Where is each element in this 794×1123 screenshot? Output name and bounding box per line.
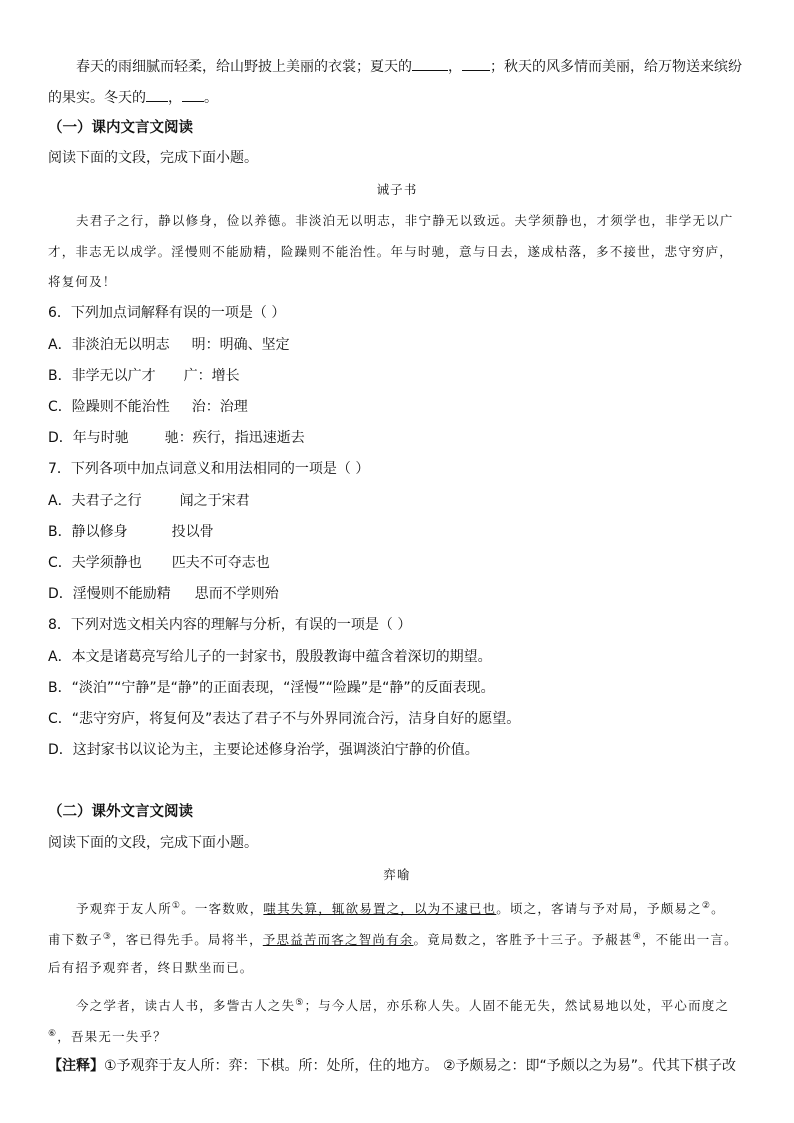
passage-line: 才，非志无以成学。淫慢则不能励精，险躁则不能治性。年与时驰，意与日去，遂成枯落，多不接世，悲守穷庐，: [48, 244, 734, 259]
option-d[interactable]: D．这封家书以议论为主，主要论述修身治学，强调淡泊宁静的价值。: [48, 742, 479, 758]
option-label: C．夫学须静也: [48, 555, 142, 571]
passage-line: 后有招予观弈者，终日默坐而已。: [48, 960, 254, 975]
answer-blank[interactable]: [146, 87, 168, 102]
option-label: D．淫慢则不能励精: [48, 586, 171, 602]
option-explain: 明：明确、坚定: [191, 337, 290, 353]
option-c[interactable]: C．“悲守穷庐，将复何及”表达了君子不与外界同流合污，洁身自好的愿望。: [48, 711, 521, 727]
option-b[interactable]: [48, 366, 754, 386]
note-marker: ⑤: [295, 998, 305, 1008]
option-d[interactable]: [48, 428, 754, 448]
question-stem: 8．下列对选文相关内容的理解与分析，有误的一项是（ ）: [48, 617, 412, 633]
note-marker: ①: [171, 901, 182, 911]
annotation-text: ①予观弈于友人所：弈：下棋。所：处所，住的地方。 ②予颇易之：即“予颇以之为易”。代其下棋子改: [104, 1058, 737, 1074]
passage-text: 。竟局数之，客胜予十三子。予赧甚: [413, 932, 633, 948]
annotation-line: [48, 1056, 754, 1076]
intro-text: 的果实。冬天的: [48, 90, 146, 106]
option-explain: 闻之于宋君: [179, 493, 250, 509]
option-label: A．夫君子之行: [48, 493, 142, 509]
note-marker: ③: [102, 932, 113, 942]
passage-text: 予观弈于友人所: [76, 901, 172, 917]
section-instruction: 阅读下面的文段，完成下面小题。: [48, 150, 258, 166]
note-marker: ④: [632, 932, 642, 942]
passage-text: ，客已得先手。局将半，: [112, 932, 263, 948]
note-marker: ⑥: [48, 1029, 58, 1039]
passage-line: 夫君子之行，静以修身，俭以养德。非淡泊无以明志，非宁静无以致远。夫学须静也，才须学也，非学无以广: [76, 213, 734, 228]
passage-text: ，吾果无一失乎？: [57, 1029, 167, 1045]
option-label: B．非学无以广才: [48, 368, 156, 384]
passage-text: 。: [711, 901, 725, 917]
passage-text: 今之学者，读古人书，多訾古人之失: [76, 998, 296, 1014]
question-stem: 7．下列各项中加点词意义和用法相同的一项是（ ）: [48, 461, 370, 477]
option-b[interactable]: B．“淡泊”“宁静”是“静”的正面表现，“淫慢”“险躁”是“静”的反面表现。: [48, 680, 495, 696]
passage-line: [48, 1024, 754, 1047]
option-explain: 思而不学则殆: [194, 586, 279, 602]
option-explain: 投以骨: [171, 524, 214, 540]
option-label: C．险躁则不能治性: [48, 399, 170, 415]
passage-line: [76, 993, 754, 1016]
option-explain: 广：增长: [183, 368, 240, 384]
intro-text: 。: [204, 90, 218, 106]
answer-blank[interactable]: [462, 56, 490, 71]
section-heading: （一）课内文言文阅读: [48, 120, 193, 136]
section-instruction: 阅读下面的文段，完成下面小题。: [48, 835, 258, 851]
separator: ，: [448, 59, 462, 75]
option-label: B．静以修身: [48, 524, 128, 540]
passage-text: ，不能出一言。: [641, 932, 738, 948]
annotation-label: 【注释】: [48, 1058, 104, 1074]
underlined-sentence: 予思益苦而客之智尚有余: [262, 932, 414, 948]
passage-line: 将复何及！: [48, 274, 117, 289]
answer-blank[interactable]: [182, 87, 204, 102]
passage-line: [48, 927, 754, 950]
intro-text: 春天的雨细腻而轻柔，给山野披上美丽的衣裳；夏天的: [76, 59, 412, 75]
option-explain: 驰：疾行，指迅速逝去: [164, 430, 305, 446]
passage-text: 甫下数子: [48, 932, 103, 948]
option-d[interactable]: [48, 584, 754, 604]
option-c[interactable]: [48, 553, 754, 573]
intro-text: ；秋天的风多情而美丽，给万物送来缤纷: [490, 59, 742, 75]
answer-blank[interactable]: [412, 56, 448, 71]
option-label: D．年与时驰: [48, 430, 129, 446]
option-a[interactable]: [48, 335, 754, 355]
intro-line-2: [48, 87, 754, 108]
passage-text: 。顷之，客请与予对局，予颇易之: [496, 901, 702, 917]
option-b[interactable]: [48, 522, 754, 542]
option-a[interactable]: A．本文是诸葛亮写给儿子的一封家书，殷殷教诲中蕴含着深切的期望。: [48, 649, 492, 665]
underlined-sentence: 嗤其失算，辄欲易置之，以为不逮已也: [263, 901, 497, 917]
passage-line: [76, 896, 754, 919]
note-marker: ②: [701, 901, 712, 911]
passage-text: ；与今人居，亦乐称人失。人固不能无失，然试易地以处，平心而度之: [304, 998, 730, 1014]
section-heading: （二）课外文言文阅读: [48, 804, 193, 820]
option-a[interactable]: [48, 491, 754, 511]
question-stem: 6．下列加点词解释有误的一项是（ ）: [48, 305, 286, 321]
option-c[interactable]: [48, 397, 754, 417]
passage-title: 弈喻: [383, 867, 411, 882]
passage-title: 诫子书: [376, 182, 418, 197]
option-explain: 治：治理: [191, 399, 248, 415]
option-label: A．非淡泊无以明志: [48, 337, 170, 353]
intro-line-1: [76, 56, 754, 77]
separator: ，: [168, 90, 182, 106]
passage-text: 。一客数败，: [181, 901, 264, 917]
option-explain: 匹夫不可夺志也: [171, 555, 270, 571]
